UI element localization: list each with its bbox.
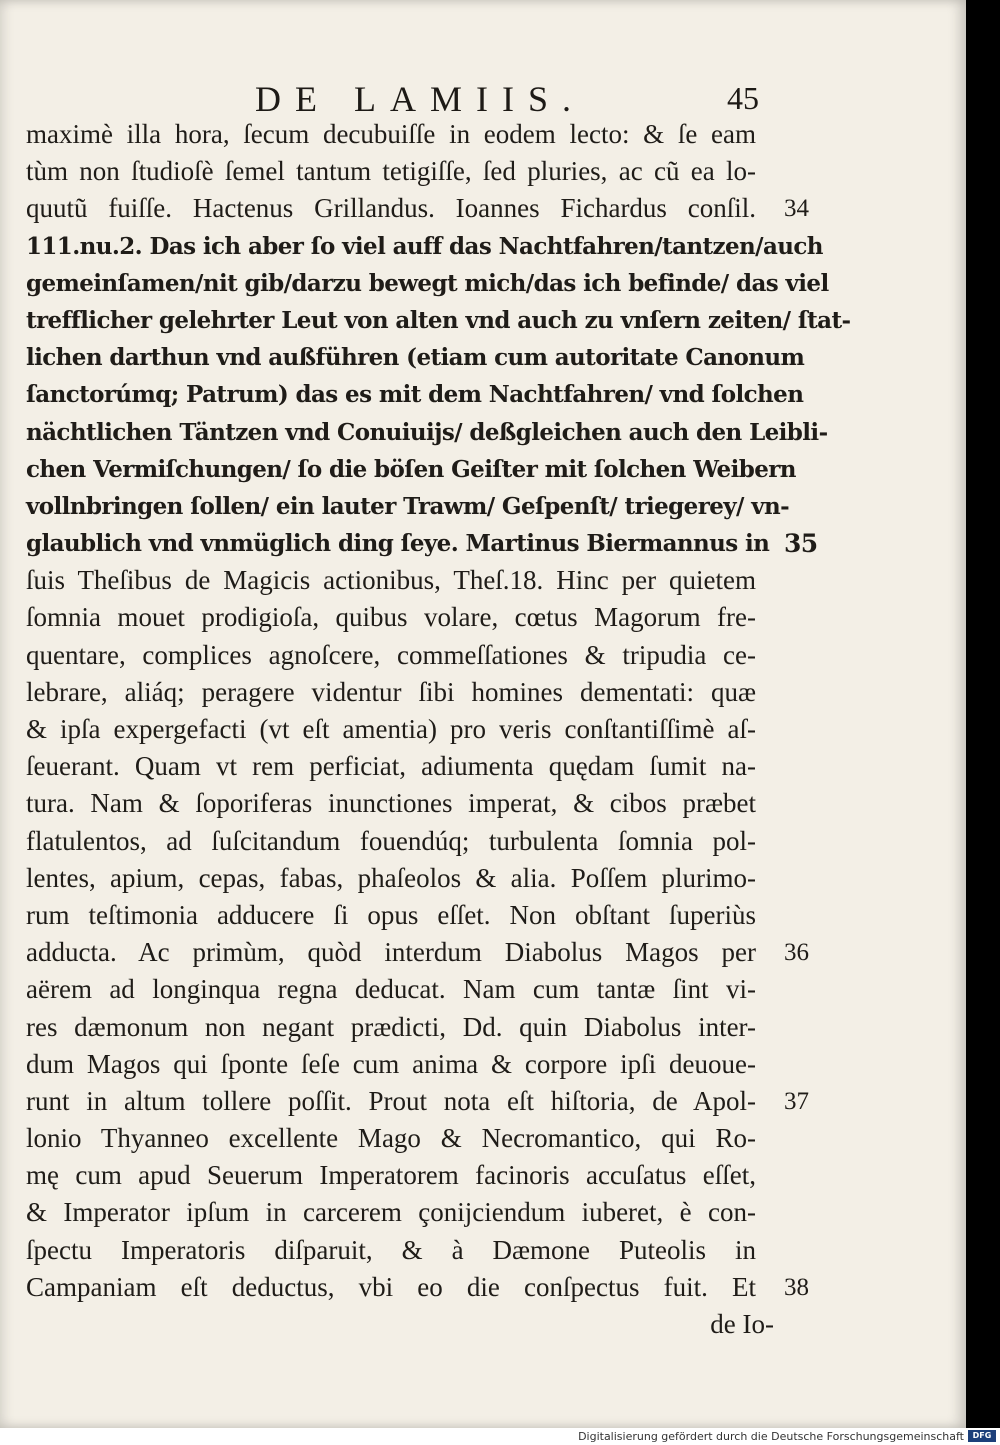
text-line-content: dum Magos qui ſponte ſeſe cum anima & corpore ipſi deuoue- (26, 1048, 756, 1079)
text-line (26, 711, 796, 748)
body-text (26, 116, 851, 1343)
text-line-content: maximè illa hora, ſecum decubuiſſe in eodem lecto: & ſe eam (26, 119, 756, 149)
text-line-content: ſomnia mouet prodigioſa, quibus volare, cœtus Magorum fre- (26, 602, 756, 633)
catchword (26, 1306, 796, 1343)
text-line (26, 1120, 796, 1157)
marginal-note-number: 34 (784, 195, 809, 223)
text-line (26, 1083, 809, 1120)
text-line (26, 1194, 796, 1231)
page-number: 45 (727, 80, 759, 116)
text-line-content: nächtlichen Täntzen vnd Conuiuijs/ deßgleichen auch den Leibli- (26, 418, 828, 446)
text-line-content: lentes, apium, cepas, fabas, phaſeolos & alia. Poſſem plurimo- (26, 862, 756, 893)
text-line-content: & ipſa expergefacti (vt eſt amentia) pro veris conſtantiſſimè aſ- (26, 714, 756, 744)
text-line-content: 111.nu.2. Das ich aber ſo viel auff das Nachtfahren/tantzen/auch (26, 232, 823, 260)
text-line (26, 1232, 796, 1269)
text-line (26, 748, 796, 785)
text-line-content: & Imperator ipſum in carcerem çonijciendum iuberet, è con- (26, 1197, 756, 1228)
text-line (26, 897, 796, 934)
text-line (26, 785, 796, 822)
text-line-content: runt in altum tollere poſſit. Prout nota eſt hiſtoria, de Apol- (26, 1085, 756, 1116)
text-line (26, 562, 796, 599)
text-line-content: flatulentos, ad ſuſcitandum fouendúq; turbulenta ſomnia pol- (26, 825, 756, 856)
text-line (26, 971, 796, 1008)
text-line (26, 637, 796, 674)
text-line-content: gemeinſamen/nit gib/darzu bewegt mich/das ich befinde/ das viel (26, 269, 829, 297)
text-line-content: rum teſtimonia adducere ſi opus eſſet. Non obſtant ſuperiùs (26, 899, 756, 930)
funding-credit: Digitalisierung gefördert durch die Deutsche Forschungsgemeinschaft (578, 1430, 964, 1443)
text-line (26, 934, 809, 971)
text-line (26, 302, 851, 339)
text-line-content: chen Vermiſchungen/ ſo die böſen Geiſter mit ſolchen Weibern (26, 455, 796, 483)
text-line (26, 525, 818, 562)
text-line (26, 414, 828, 451)
text-line (26, 860, 796, 897)
page-header (0, 78, 966, 118)
text-line-content: trefflicher gelehrter Leut von alten vnd auch zu vnſern zeiten/ ſtat- (26, 306, 851, 334)
text-line (26, 1269, 809, 1306)
text-line (26, 376, 804, 413)
text-line-content: ſanctorúmq; Patrum) das es mit dem Nachtfahren/ vnd ſolchen (26, 381, 804, 409)
text-line (26, 1009, 796, 1046)
text-line-content: lebrare, aliáq; peragere videntur ſibi homines dementati: quæ (26, 676, 756, 707)
text-line (26, 265, 829, 302)
text-line (26, 1157, 796, 1194)
text-line (26, 451, 796, 488)
text-line (26, 674, 796, 711)
text-line-content: glaublich vnd vnmüglich ding ſeye. Martinus Biermannus in (26, 530, 770, 558)
text-line (26, 153, 796, 190)
text-line-content: quutũ fuiſſe. Hactenus Grillandus. Ioannes Fichardus conſil. (26, 193, 756, 224)
marginal-note-number: 38 (784, 1273, 809, 1301)
text-line-content: de Io- (710, 1309, 774, 1339)
text-line-content: quentare, complices agnoſcere, commeſſationes & tripudia ce- (26, 639, 756, 670)
dfg-logo-icon: DFG (968, 1430, 996, 1442)
text-line-content: mę cum apud Seuerum Imperatorem facinoris accuſatus eſſet, (26, 1160, 756, 1191)
text-line-content: vollnbringen ſollen/ ein lauter Trawm/ Geſpenſt/ triegerey/ vn- (26, 492, 790, 520)
marginal-note-number: 37 (784, 1087, 809, 1115)
text-line (26, 190, 809, 227)
text-line (26, 823, 796, 860)
marginal-note-number: 35 (784, 529, 818, 559)
text-line-content: adducta. Ac primùm, quòd interdum Diabolus Magos per (26, 937, 756, 968)
text-line (26, 339, 805, 376)
text-line-content: ſpectu Imperatoris diſparuit, & à Dæmone Puteolis in (26, 1234, 756, 1265)
text-line (26, 1046, 796, 1083)
footer-bar (0, 1428, 1000, 1445)
text-line-content: res dæmonum non negant prædicti, Dd. quin Diabolus inter- (26, 1011, 756, 1042)
running-title: DE LAMIIS. (255, 79, 585, 119)
text-line (26, 488, 796, 525)
text-line (26, 116, 796, 153)
text-line-content: ſeuerant. Quam vt rem perficiat, adiumenta quędam ſumit na- (26, 751, 756, 782)
text-line-content: aërem ad longinqua regna deducat. Nam cum tantæ ſint vi- (26, 974, 756, 1005)
text-line-content: Campaniam eſt deductus, vbi eo die conſpectus fuit. Et (26, 1271, 756, 1302)
text-line (26, 228, 823, 265)
text-line-content: lichen darthun vnd außführen (etiam cum autoritate Canonum (26, 344, 805, 372)
text-line-content: lonio Thyanneo excellente Mago & Necromantico, qui Ro- (26, 1123, 756, 1154)
text-line-content: tùm non ſtudioſè ſemel tantum tetigiſſe, ſed pluries, ac cũ ea lo- (26, 156, 756, 187)
text-line (26, 599, 796, 636)
text-line-content: tura. Nam & ſoporiferas inunctiones imperat, & cibos præbet (26, 788, 756, 819)
marginal-note-number: 36 (784, 939, 809, 967)
text-line-content: ſuis Theſibus de Magicis actionibus, Theſ.18. Hinc per quietem (26, 565, 756, 596)
